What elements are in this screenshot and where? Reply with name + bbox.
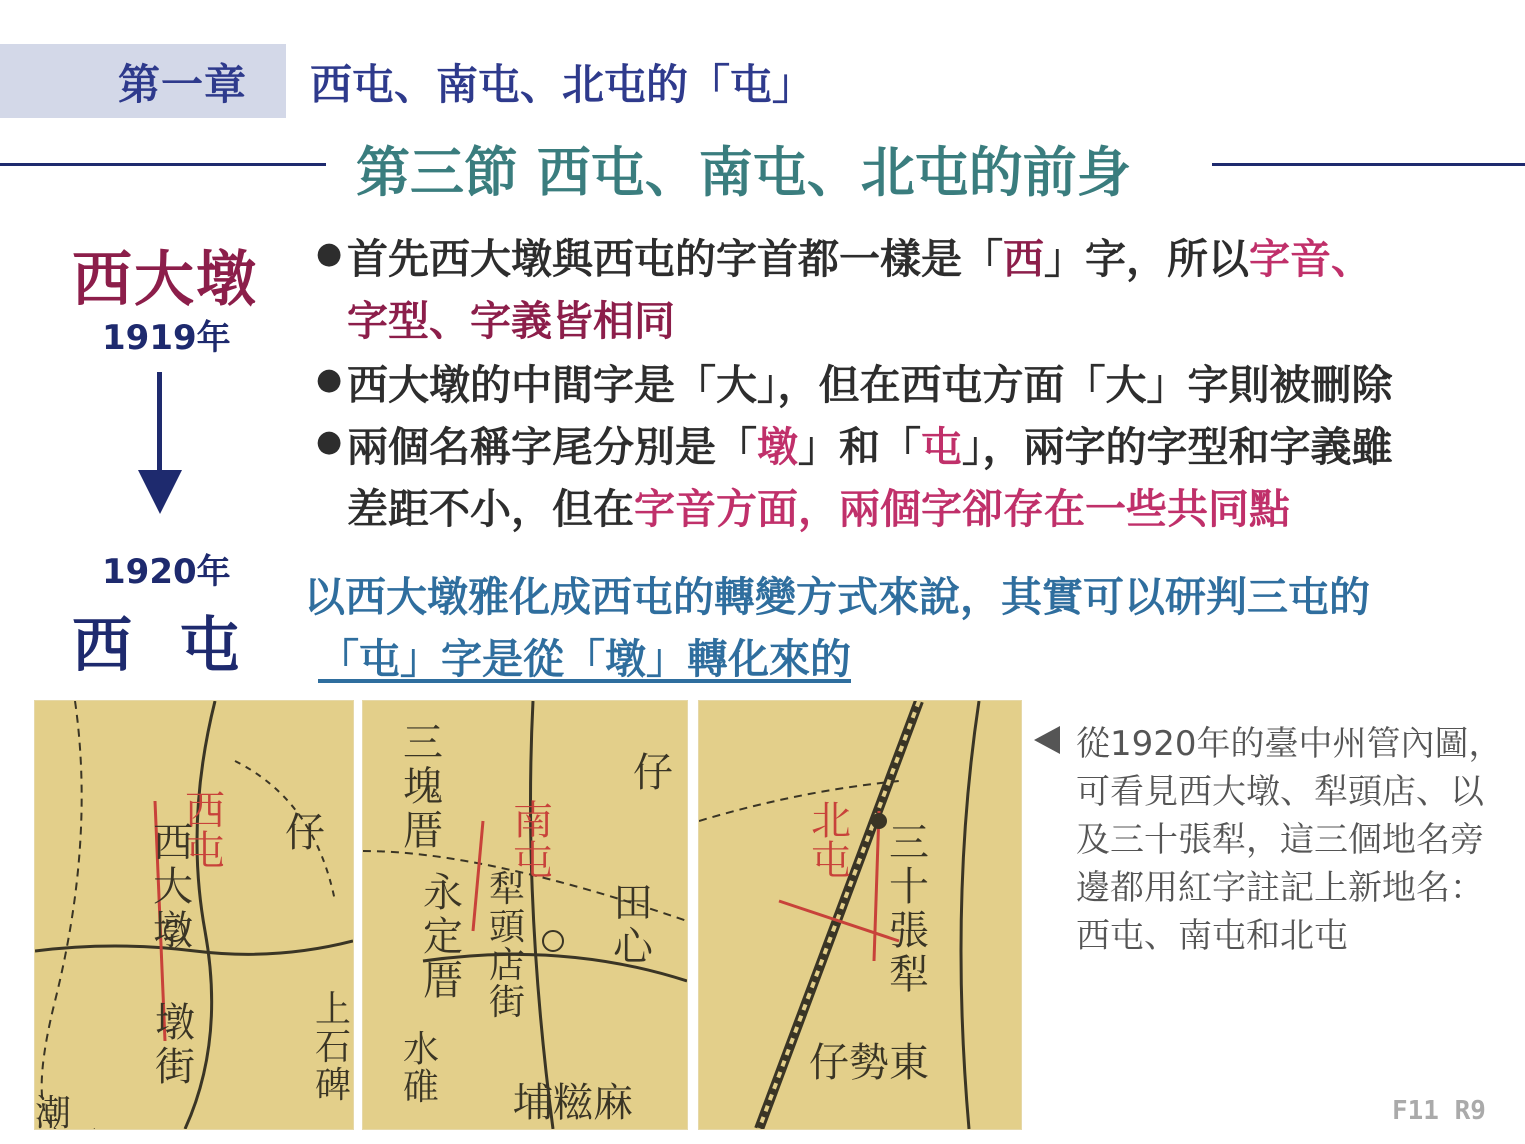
bullet-2: 西大墩的中間字是「大」，但在西屯方面「大」字則被刪除 (347, 361, 1393, 409)
bullet-dot-icon: ● (316, 236, 343, 271)
map1-label: 仔 (285, 810, 325, 856)
map1-street-label: 墩 街 (155, 1000, 195, 1090)
map3-label: 仔勢東 (809, 1040, 929, 1086)
conclusion-line-2: 「屯」字是從「墩」轉化來的 (318, 635, 851, 683)
old-year: 1919年 (102, 318, 231, 358)
map2-red-label: 南 屯 (513, 798, 553, 884)
down-arrow-shaft (157, 372, 162, 480)
caption-line-4: 邊都用紅字註記上新地名： (1076, 868, 1484, 908)
caption-line-5: 西屯、南屯和北屯 (1076, 916, 1348, 956)
chapter-label: 第一章 (118, 60, 248, 109)
bullet-dot-icon: ● (316, 424, 343, 459)
bullet-3-highlight-sound: 字音方面，兩個字卻存在一些共同點 (634, 485, 1290, 533)
new-place-name: 西 屯 (72, 611, 242, 681)
map-sanshizhangli (698, 700, 1022, 1130)
map2-label: 三 塊 厝 (403, 720, 443, 854)
map3-red-label: 北 屯 (811, 798, 851, 884)
map2-label: 永 定 厝 (423, 870, 463, 1004)
map2-label: 埔糍麻 (513, 1080, 633, 1126)
bullet-3-line-2 (347, 476, 1290, 535)
new-year: 1920年 (102, 552, 231, 592)
map-litoudian (362, 700, 688, 1130)
chapter-title: 西屯、南屯、北屯的「屯」 (310, 60, 815, 109)
down-arrow-icon (138, 470, 182, 514)
bullet-3-text-2: 」和「 (798, 423, 921, 471)
old-place-name: 西大墩 (72, 245, 258, 315)
map1-stone-label: 上 石 碑 (315, 989, 352, 1106)
map3-place-label: 三 十 張 犁 (889, 820, 929, 998)
bullet-1-text: 首先西大墩與西屯的字首都一樣是「 (347, 235, 1003, 283)
bullet-1-text-2: 」字，所以 (1044, 235, 1249, 283)
section-rule-right (1212, 163, 1525, 166)
left-pointer-icon (1034, 726, 1060, 754)
caption-line-3: 及三十張犁，這三個地名旁 (1076, 820, 1484, 860)
bullet-1-line-2: 字型、字義皆相同 (347, 297, 675, 345)
bullet-3-text: 兩個名稱字尾分別是「 (347, 423, 757, 471)
bullet-1-highlight-xi: 西 (1003, 235, 1044, 283)
bullet-3-text-4: 差距不小，但在 (347, 485, 634, 533)
caption-line-2: 可看見西大墩、犁頭店、以 (1076, 772, 1484, 812)
bullet-3-highlight-dun: 墩 (757, 423, 798, 471)
map1-label: 潮 (35, 1093, 72, 1130)
section-rule-left (0, 163, 326, 166)
map2-label: 水 碓 (403, 1029, 440, 1108)
section-title: 第三節 西屯、南屯、北屯的前身 (356, 141, 1131, 204)
map-xidadun (34, 700, 354, 1130)
caption-line-1: 從1920年的臺中州管內圖， (1076, 724, 1503, 764)
bullet-1-line-1 (347, 226, 1372, 285)
conclusion-line-1: 以西大墩雅化成西屯的轉變方式來說，其實可以研判三屯的 (304, 573, 1370, 621)
bullet-3-line-1 (347, 414, 1393, 473)
map1-place-label: 西 大 墩 (153, 820, 193, 954)
page-code: F11 R9 (1392, 1096, 1486, 1126)
map2-label: 犁 頭 店 街 (489, 869, 526, 1024)
map2-label: 田 心 (613, 880, 653, 970)
bullet-1-highlight-sound: 字音、 (1249, 235, 1372, 283)
bullet-3-highlight-tun: 屯 (921, 423, 962, 471)
map1-red-label: 西 屯 (185, 788, 225, 874)
bullet-dot-icon: ● (316, 362, 343, 397)
bullet-3-text-3: 」，兩字的字型和字義雖 (962, 423, 1393, 471)
map2-label: 仔 (633, 750, 673, 796)
